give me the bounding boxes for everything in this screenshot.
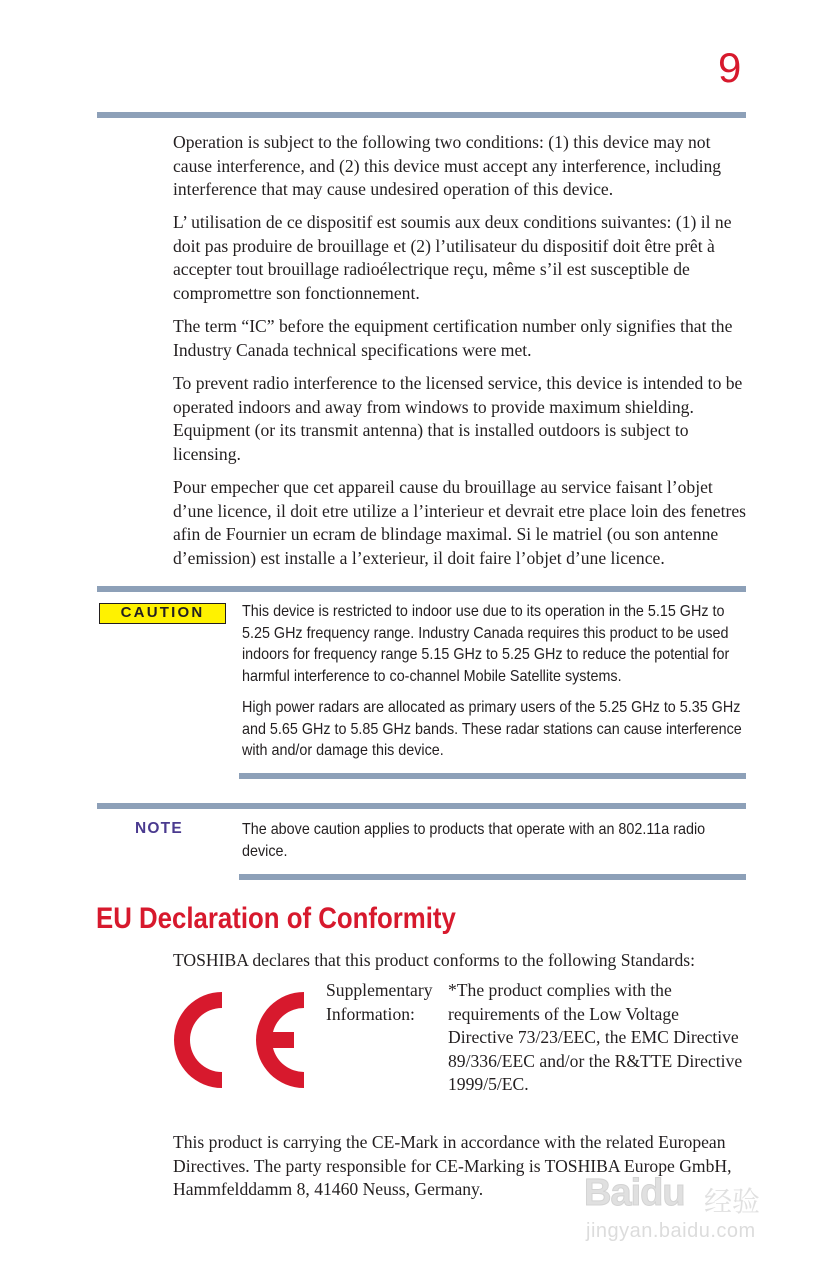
ce-mark-c	[174, 992, 222, 1088]
caution-bottom-rule	[239, 773, 746, 779]
note-label: NOTE	[135, 820, 183, 837]
ce-mark-paragraph: This product is carrying the CE-Mark in accordance with the related European Directives. The party responsible for CE-Marking is TOSHIBA Europe GmbH, Hammfelddamm 8, 41460 Neuss, Germany.	[173, 1132, 732, 1199]
ce-mark-e	[256, 992, 304, 1088]
top-rule	[97, 112, 746, 118]
caution-text-1: This device is restricted to indoor use due to its operation in the 5.15 GHz to 5.25 GHz frequency range. Industry Canada requires this product to be used indoors for frequency range 5.15 GHz to 5.25 GHz to reduce the potential for harmful interference to co-channel Mobile Satellite systems.	[242, 603, 730, 685]
note-text: The above caution applies to products that operate with an 802.11a radio device.	[242, 821, 706, 860]
eu-intro-text: TOSHIBA declares that this product conforms to the following Standards:	[173, 950, 696, 970]
note-bottom-rule	[239, 874, 746, 880]
note-top-rule	[97, 803, 746, 809]
supplementary-label: Supplementary Information:	[326, 980, 433, 1024]
caution-text-2: High power radars are allocated as primary users of the 5.25 GHz to 5.35 GHz and 5.65 GHz to 5.85 GHz bands. These radar stations can cause interference with and/or damage this device.	[242, 699, 742, 759]
caution-badge: CAUTION	[99, 603, 226, 624]
paragraph-french-conditions: L’ utilisation de ce dispositif est soumis aux deux conditions suivantes: (1) il ne doit pas produire de brouillage et (2) l’utilisateur du dispositif doit être prêt à accepter tout brouillage radioélectrique reçu, même s’il est susceptible de compromettre son fonctionnement.	[173, 212, 732, 303]
watermark-cn: 经验	[704, 1185, 761, 1218]
caution-top-rule	[97, 586, 746, 592]
supplementary-text: *The product complies with the requirements of the Low Voltage Directive 73/23/EEC, the EMC Directive 89/336/EEC and/or the R&TTE Directive 1999/5/EC.	[448, 980, 743, 1094]
paragraph-fcc-conditions: Operation is subject to the following two conditions: (1) this device may not cause interference, and (2) this device must accept any interference, including interference that may cause undesired operation of this device.	[173, 132, 722, 199]
page-number: 9	[718, 44, 742, 91]
ce-mark-logo	[170, 988, 310, 1092]
paragraph-radio-interference: To prevent radio interference to the licensed service, this device is intended to be operated indoors and away from windows to provide maximum shielding. Equipment (or its transmit antenna) that is installed outdoors is subject to licensing.	[173, 373, 743, 464]
watermark-url: jingyan.baidu.com	[586, 1220, 756, 1242]
section-heading-eu-declaration: EU Declaration of Conformity	[96, 902, 456, 935]
paragraph-french-interference: Pour empecher que cet appareil cause du brouillage au service faisant l’objet d’une licence, il doit etre utilize a l’interieur et devrait etre place loin des fenetres afin de Fournier un ecram de blindage maximal. Si le matriel (ou son antenne d’emission) est installe a l’exterieur, il doit faire l’objet d’une licence.	[173, 477, 746, 568]
watermark-brand: Baidu	[584, 1172, 685, 1214]
paragraph-ic-term: The term “IC” before the equipment certification number only signifies that the Industry Canada technical specifications were met.	[173, 316, 733, 360]
baidu-watermark	[584, 1172, 784, 1252]
